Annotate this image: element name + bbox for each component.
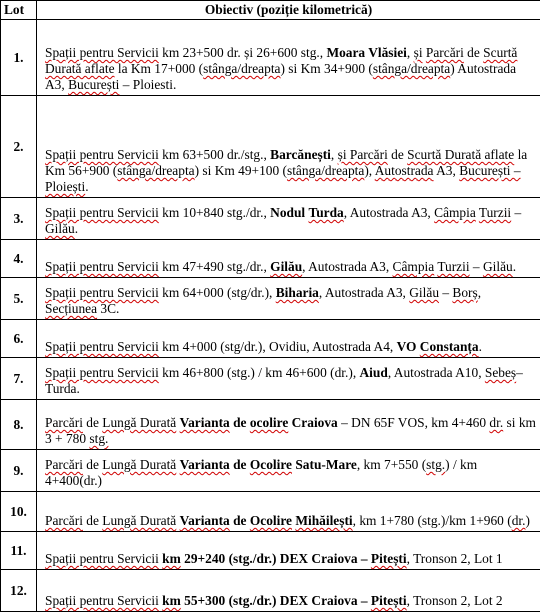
objective-text-segment: – Ploiesti. [119,77,176,92]
objective-text-segment: dr. [512,513,526,528]
objective-text-segment: si km 3 + 780 [45,415,536,446]
objective-text-segment: ) Autostrada A3, [45,61,516,92]
objective-description [37,532,540,570]
table-row [1,358,540,400]
objective-description [37,570,540,612]
objective-text-segment: București – Ploiești [45,163,521,194]
objective-description [37,450,540,492]
objective-description [37,278,540,320]
objective-text-segment: Aiud [360,365,388,380]
objective-text-segment: Spații pentru Servicii [45,259,159,274]
objective-text-segment: Sebeș [485,365,516,380]
objective-text-segment: stg. [89,431,108,446]
objective-text-segment: stg. [426,457,445,472]
objective-text-segment: ) si Km 49+100 ( [195,163,287,178]
objective-text-segment: Spații pentru Servicii [45,45,159,60]
objective-text-segment: stânga/dreapta [287,163,364,178]
objective-text-segment: Câmpia [393,259,435,274]
objective-text-segment: , Autostrada A3, [302,259,392,274]
objective-text-segment: Spații pentru Servicii [45,593,159,608]
objective-text-segment: ) / km 4+400(dr.) [45,457,477,488]
objective-text-segment: , km 7+550 ( [357,457,426,472]
objective-text-segment: 29+240 (stg./dr.) DEX Craiova – [181,551,371,566]
table-row [1,532,540,570]
table-row [1,96,540,198]
objective-text-segment: Ocolire [250,457,292,472]
objective-text-segment: , Autostrada A10, [388,365,485,380]
objective-text-segment: Parcări [45,457,83,472]
lot-number: 8. [1,400,37,450]
table-row [1,198,540,240]
objective-text-segment: km 46+800 (stg.) / km 46+600 (dr.), [159,365,360,380]
objective-text-segment: km 63+500 dr./stg., [159,147,270,162]
objective-text-segment: , [478,285,481,300]
objective-text-segment: Parcări [426,45,464,60]
objective-text-segment: Scurtă Durată aflate [407,147,514,162]
objective-text-segment: Spații pentru Servicii [45,147,159,162]
objective-text-segment: . [513,259,516,274]
objective-text-segment: – [511,205,521,220]
objective-text-segment: de [83,415,102,430]
lot-number: 6. [1,320,37,358]
objective-text-segment: stânga/dreapta [117,163,194,178]
objective-text-segment: Gilău [409,285,439,300]
objective-text-segment: ), [364,163,374,178]
lot-number: 11. [1,532,37,570]
objective-text-segment: ) si Km 34+900 ( [281,61,373,76]
lot-number: 4. [1,240,37,278]
lot-number: 3. [1,198,37,240]
objective-text-segment: , Tronson 2, Lot 2 [407,593,503,608]
objective-text-segment: , Autostrada A3, [319,285,409,300]
objective-text-segment: la Km 56+900 ( [45,147,527,178]
objective-text-segment: Varianta [180,513,230,528]
table-row [1,570,540,612]
objective-text-segment: stânga/dreapta [373,61,450,76]
table-row [1,240,540,278]
objective-text-segment: . [85,179,88,194]
objective-text-segment: Craiova [292,415,338,430]
objective-text-segment: Spații pentru Servicii [45,205,159,220]
objective-column-header: Obiectiv (poziție kilometrică) [37,1,540,20]
objective-description [37,400,540,450]
objective-text-segment: de [83,457,102,472]
table-header-row [1,1,540,20]
objective-text-segment: Câmpia [434,205,476,220]
objective-text-segment: km 47+490 stg./dr., [159,259,270,274]
objective-text-segment: Gilău [270,259,302,274]
lot-number: 2. [1,96,37,198]
objective-text-segment: VO [397,339,417,354]
objective-text-segment: Spații pentru Servicii [45,551,159,566]
objective-text-segment: Constanța [420,339,479,354]
lot-number: 10. [1,492,37,532]
objective-text-segment: – [470,259,483,274]
objective-text-segment: Nodul [270,205,305,220]
objective-text-segment: Lungă Durată [102,457,176,472]
objective-text-segment: Scurtă Durată aflate [45,45,517,76]
objective-text-segment: de [233,415,246,430]
objective-text-segment: Pitești [371,593,407,608]
objective-text-segment: 3C. [97,301,119,316]
objective-text-segment: Moara Vlăsiei [326,45,406,60]
objective-text-segment: Ocolire [250,513,292,528]
objective-text-segment: . [479,339,482,354]
objective-text-segment: Secțiunea [45,301,97,316]
objective-text-segment: de [388,147,407,162]
objective-text-segment: , km 1+780 (stg.)/km 1+960 ( [353,513,512,528]
objective-text-segment: Gilău [483,259,513,274]
objective-text-segment: km 10+840 stg./dr., [159,205,270,220]
objective-text-segment: București [68,77,119,92]
objective-text-segment: Parcări [45,513,83,528]
objective-text-segment: , [331,147,338,162]
objective-text-segment: Spații pentru Servicii [45,339,159,354]
table-row [1,20,540,96]
objective-text-segment: km [162,593,181,608]
table-row [1,278,540,320]
objective-text-segment: Turda [309,205,344,220]
objective-text-segment: Varianta [180,457,230,472]
table-row [1,450,540,492]
table-row [1,320,540,358]
objective-description [37,96,540,198]
objective-text-segment: 55+300 (stg./dr.) DEX Craiova – [181,593,371,608]
objective-text-segment: dr. [489,415,503,430]
lot-number: 1. [1,20,37,96]
objective-text-segment: Gilău [45,221,75,236]
objective-text-segment: Lungă Durată [102,415,176,430]
objective-text-segment: Barcănești [270,147,331,162]
objective-text-segment: Borș [452,285,477,300]
objective-description [37,20,540,96]
lot-number: 5. [1,278,37,320]
objective-text-segment: Spații pentru Servicii [45,285,159,300]
lot-column-header: Lot [1,1,37,20]
objective-text-segment: km 23+500 dr. și 26+600 stg., [159,45,327,60]
table-row [1,400,540,450]
objective-description [37,492,540,532]
objective-text-segment: stânga/dreapta [203,61,280,76]
objective-text-segment: Satu-Mare [295,457,357,472]
objective-text-segment: Lungă Durată [102,513,176,528]
objective-text-segment: și Parcări [338,147,388,162]
objective-text-segment: – DN 65F VOS, km 4+460 [338,415,490,430]
objective-text-segment: Turzii [437,259,469,274]
objective-text-segment: km 64+000 (stg/dr.), [159,285,276,300]
objective-text-segment: Varianta [180,415,230,430]
lot-number: 9. [1,450,37,492]
objective-description [37,320,540,358]
objective-text-segment: Parcări [45,415,83,430]
objective-text-segment: , Tronson 2, Lot 1 [407,551,503,566]
objective-text-segment: Spații pentru Servicii [45,365,159,380]
objective-text-segment: km [162,551,181,566]
objective-text-segment: Autostrada [375,163,434,178]
objective-text-segment: și [414,45,423,60]
objective-description [37,358,540,400]
objective-text-segment: Turzii [479,205,511,220]
objective-text-segment: Pitești [371,551,407,566]
objective-text-segment: Biharia [276,285,319,300]
lot-number: 12. [1,570,37,612]
objective-text-segment: de [233,513,246,528]
lot-number: 7. [1,358,37,400]
table-body [1,20,540,612]
objective-text-segment: . [75,221,78,236]
table-row [1,492,540,532]
objective-text-segment: – Turda. [45,365,523,396]
objective-description [37,240,540,278]
objective-text-segment: – [439,285,452,300]
objective-text-segment: de [83,513,102,528]
objective-text-segment: de [233,457,246,472]
objective-text-segment: km 4+000 (stg/dr.), Ovidiu, Autostrada A4, [159,339,397,354]
objective-text-segment: Mihăilești [295,513,352,528]
objective-text-segment: ocolire [250,415,288,430]
objective-text-segment: de [464,45,483,60]
objective-text-segment: , Autostrada A3, [344,205,434,220]
objective-text-segment: la Km 17+000 ( [115,61,204,76]
objective-description [37,198,540,240]
objective-text-segment: ) [525,513,529,528]
objective-text-segment: A3, [434,163,460,178]
objective-text-segment: , [407,45,414,60]
